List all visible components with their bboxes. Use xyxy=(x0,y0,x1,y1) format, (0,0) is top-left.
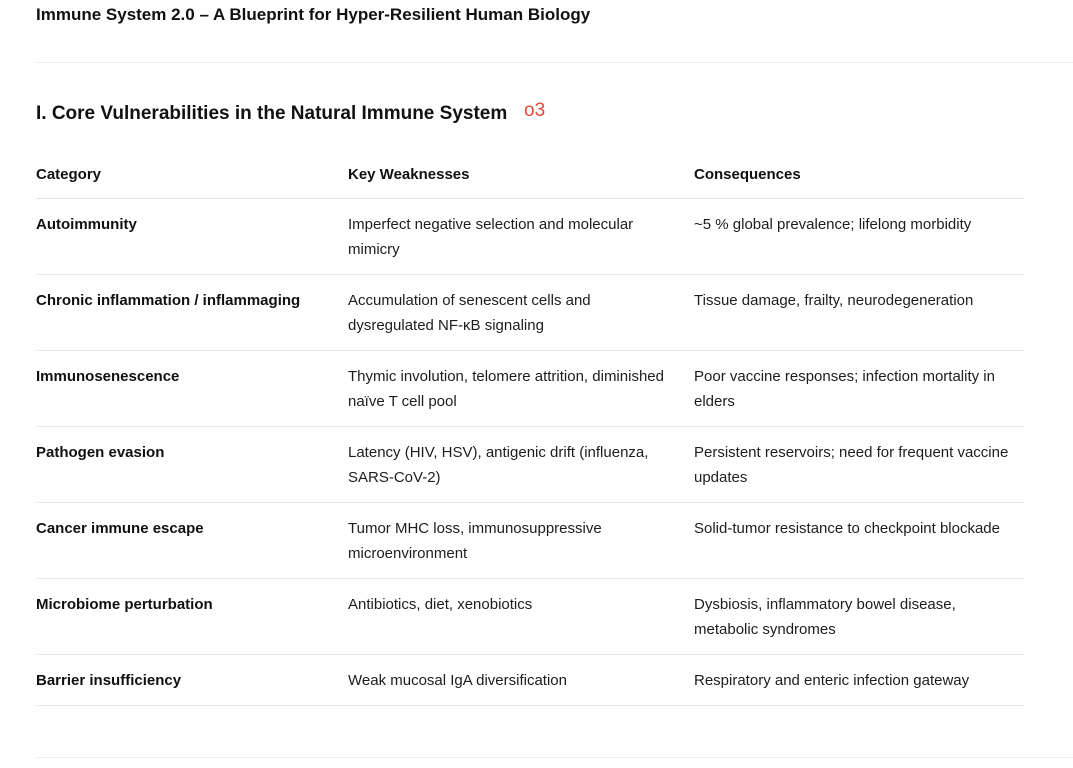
category-cell: Autoimmunity xyxy=(36,199,348,275)
consequences-cell: Poor vaccine responses; infection mortality in elders xyxy=(694,351,1024,427)
column-header-key-weaknesses: Key Weaknesses xyxy=(348,151,694,199)
weaknesses-cell: Imperfect negative selection and molecular mimicry xyxy=(348,199,694,275)
table-row xyxy=(36,351,1024,427)
table-header-row xyxy=(36,151,1024,199)
vulnerabilities-table xyxy=(36,151,1024,706)
category-cell: Microbiome perturbation xyxy=(36,579,348,655)
category-cell: Cancer immune escape xyxy=(36,503,348,579)
table-row xyxy=(36,655,1024,706)
weaknesses-cell: Antibiotics, diet, xenobiotics xyxy=(348,579,694,655)
table-row xyxy=(36,579,1024,655)
column-header-consequences: Consequences xyxy=(694,151,1024,199)
weaknesses-cell: Accumulation of senescent cells and dysregulated NF-κB signaling xyxy=(348,275,694,351)
weaknesses-cell: Latency (HIV, HSV), antigenic drift (influenza, SARS-CoV-2) xyxy=(348,427,694,503)
table-row xyxy=(36,275,1024,351)
category-cell: Barrier insufficiency xyxy=(36,655,348,706)
document-title: Immune System 2.0 – A Blueprint for Hyper-Resilient Human Biology xyxy=(36,5,591,24)
category-cell: Pathogen evasion xyxy=(36,427,348,503)
consequences-cell: Tissue damage, frailty, neurodegeneration xyxy=(694,275,1024,351)
weaknesses-cell: Weak mucosal IgA diversification xyxy=(348,655,694,706)
model-marker: o3 xyxy=(524,100,546,121)
category-cell: Chronic inflammation / inflammaging xyxy=(36,275,348,351)
table-row xyxy=(36,199,1024,275)
divider xyxy=(36,757,1073,758)
consequences-cell: Dysbiosis, inflammatory bowel disease, metabolic syndromes xyxy=(694,579,1024,655)
consequences-cell: Persistent reservoirs; need for frequent vaccine updates xyxy=(694,427,1024,503)
column-header-category: Category xyxy=(36,151,348,199)
section-heading: I. Core Vulnerabilities in the Natural Immune System xyxy=(36,103,508,124)
weaknesses-cell: Tumor MHC loss, immunosuppressive microenvironment xyxy=(348,503,694,579)
consequences-cell: Solid-tumor resistance to checkpoint blockade xyxy=(694,503,1024,579)
table-row xyxy=(36,427,1024,503)
table-row xyxy=(36,503,1024,579)
consequences-cell: Respiratory and enteric infection gateway xyxy=(694,655,1024,706)
divider xyxy=(36,62,1073,63)
weaknesses-cell: Thymic involution, telomere attrition, diminished naïve T cell pool xyxy=(348,351,694,427)
consequences-cell: ~5 % global prevalence; lifelong morbidity xyxy=(694,199,1024,275)
category-cell: Immunosenescence xyxy=(36,351,348,427)
